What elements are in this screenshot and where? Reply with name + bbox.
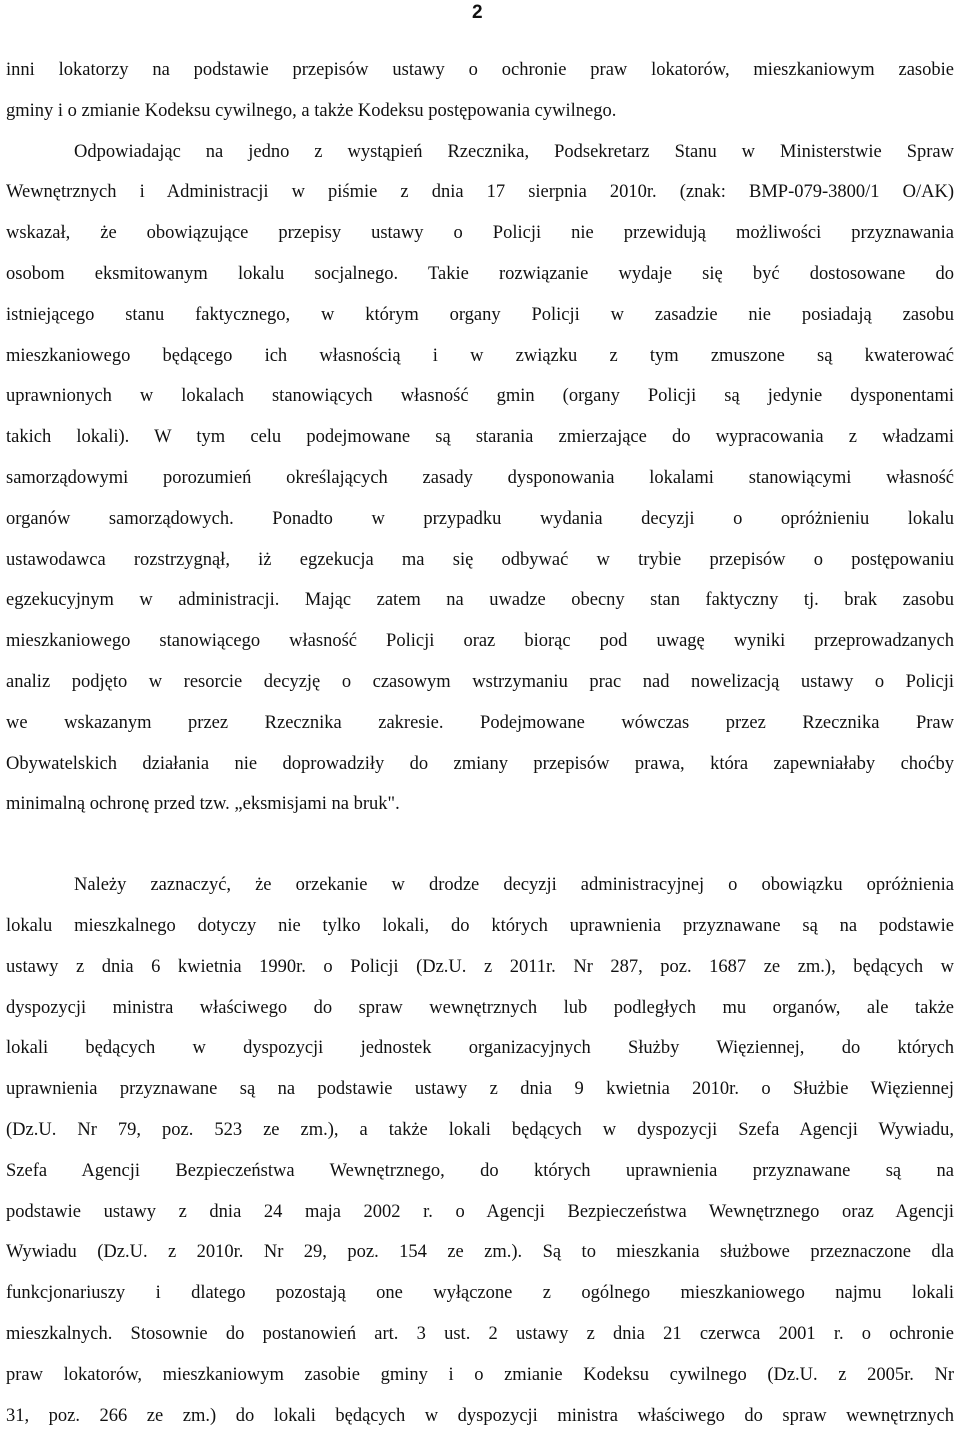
text-line: mieszkalnych. Stosownie do postanowień art. 3 ust. 2 ustawy z dnia 21 czerwca 2001 r. o ochronie (6, 1314, 954, 1355)
text-line: uprawnionych w lokalach stanowiących własność gmin (organy Policji są jedynie dysponentami (6, 376, 954, 417)
text-line: podstawie ustawy z dnia 24 maja 2002 r. o Agencji Bezpieczeństwa Wewnętrznego oraz Agencji (6, 1192, 954, 1233)
text-line: wskazał, że obowiązujące przepisy ustawy o Policji nie przewidują możliwości przyznawania (6, 213, 954, 254)
text-line: Wywiadu (Dz.U. z 2010r. Nr 29, poz. 154 ze zm.). Są to mieszkania służbowe przeznaczone dla (6, 1232, 954, 1273)
text-line: Szefa Agencji Bezpieczeństwa Wewnętrznego, do których uprawnienia przyznawane są na (6, 1151, 954, 1192)
text-line: Obywatelskich działania nie doprowadziły do zmiany przepisów prawa, która zapewniałaby choćby (6, 744, 954, 785)
text-line: osobom eksmitowanym lokalu socjalnego. Takie rozwiązanie wydaje się być dostosowane do (6, 254, 954, 295)
text-line: mieszkaniowego stanowiącego własność Policji oraz biorąc pod uwagę wyniki przeprowadzanych (6, 621, 954, 662)
text-line: lokalu mieszkalnego dotyczy nie tylko lokali, do których uprawnienia przyznawane są na podstawie (6, 906, 954, 947)
page-number: 2 (472, 2, 483, 24)
text-line: gminy i o zmianie Kodeksu cywilnego, a także Kodeksu postępowania cywilnego. (6, 91, 954, 132)
text-line: egzekucyjnym w administracji. Mając zatem na uwadze obecny stan faktyczny tj. brak zasobu (6, 580, 954, 621)
text-line: funkcjonariuszy i dlatego pozostają one wyłączone z ogólnego mieszkaniowego najmu lokali (6, 1273, 954, 1314)
paragraph-2 (6, 132, 954, 826)
text-line: minimalną ochronę przed tzw. „eksmisjami na bruk". (6, 784, 954, 825)
text-line: analiz podjęto w resorcie decyzję o czasowym wstrzymaniu prac nad nowelizacją ustawy o Policji (6, 662, 954, 703)
paragraph-1 (6, 50, 954, 132)
text-line: takich lokali). W tym celu podejmowane są starania zmierzające do wypracowania z władzami (6, 417, 954, 458)
text-line: we wskazanym przez Rzecznika zakresie. Podejmowane wówczas przez Rzecznika Praw (6, 703, 954, 744)
text-line: istniejącego stanu faktycznego, w którym organy Policji w zasadzie nie posiadają zasobu (6, 295, 954, 336)
text-line: dyspozycji ministra właściwego do spraw wewnętrznych lub podległych mu organów, ale także (6, 988, 954, 1029)
text-line: lokali będących w dyspozycji jednostek organizacyjnych Służby Więziennej, do których (6, 1028, 954, 1069)
text-line: (Dz.U. Nr 79, poz. 523 ze zm.), a także lokali będących w dyspozycji Szefa Agencji Wywiadu, (6, 1110, 954, 1151)
text-line: Odpowiadając na jedno z wystąpień Rzecznika, Podsekretarz Stanu w Ministerstwie Spraw (6, 132, 954, 173)
text-line: samorządowymi porozumień określających zasady dysponowania lokalami stanowiącymi własność (6, 458, 954, 499)
text-line: 31, poz. 266 ze zm.) do lokali będących w dyspozycji ministra właściwego do spraw wewnętrznych (6, 1396, 954, 1436)
text-line: Wewnętrznych i Administracji w piśmie z dnia 17 sierpnia 2010r. (znak: BMP-079-3800/1 O/AK) (6, 172, 954, 213)
text-line: organów samorządowych. Ponadto w przypadku wydania decyzji o opróżnieniu lokalu (6, 499, 954, 540)
text-line: uprawnienia przyznawane są na podstawie ustawy z dnia 9 kwietnia 2010r. o Służbie Więziennej (6, 1069, 954, 1110)
text-line: praw lokatorów, mieszkaniowym zasobie gminy i o zmianie Kodeksu cywilnego (Dz.U. z 2005r. Nr (6, 1355, 954, 1396)
document-body (6, 50, 954, 1436)
text-line: mieszkaniowego będącego ich własnością i w związku z tym zmuszone są kwaterować (6, 336, 954, 377)
text-line: ustawy z dnia 6 kwietnia 1990r. o Policji (Dz.U. z 2011r. Nr 287, poz. 1687 ze zm.), będących w (6, 947, 954, 988)
text-line: inni lokatorzy na podstawie przepisów ustawy o ochronie praw lokatorów, mieszkaniowym zasobie (6, 50, 954, 91)
text-line: Należy zaznaczyć, że orzekanie w drodze decyzji administracyjnej o obowiązku opróżnienia (6, 865, 954, 906)
text-line: ustawodawca rozstrzygnął, iż egzekucja ma się odbywać w trybie przepisów o postępowaniu (6, 540, 954, 581)
paragraph-3 (6, 865, 954, 1436)
